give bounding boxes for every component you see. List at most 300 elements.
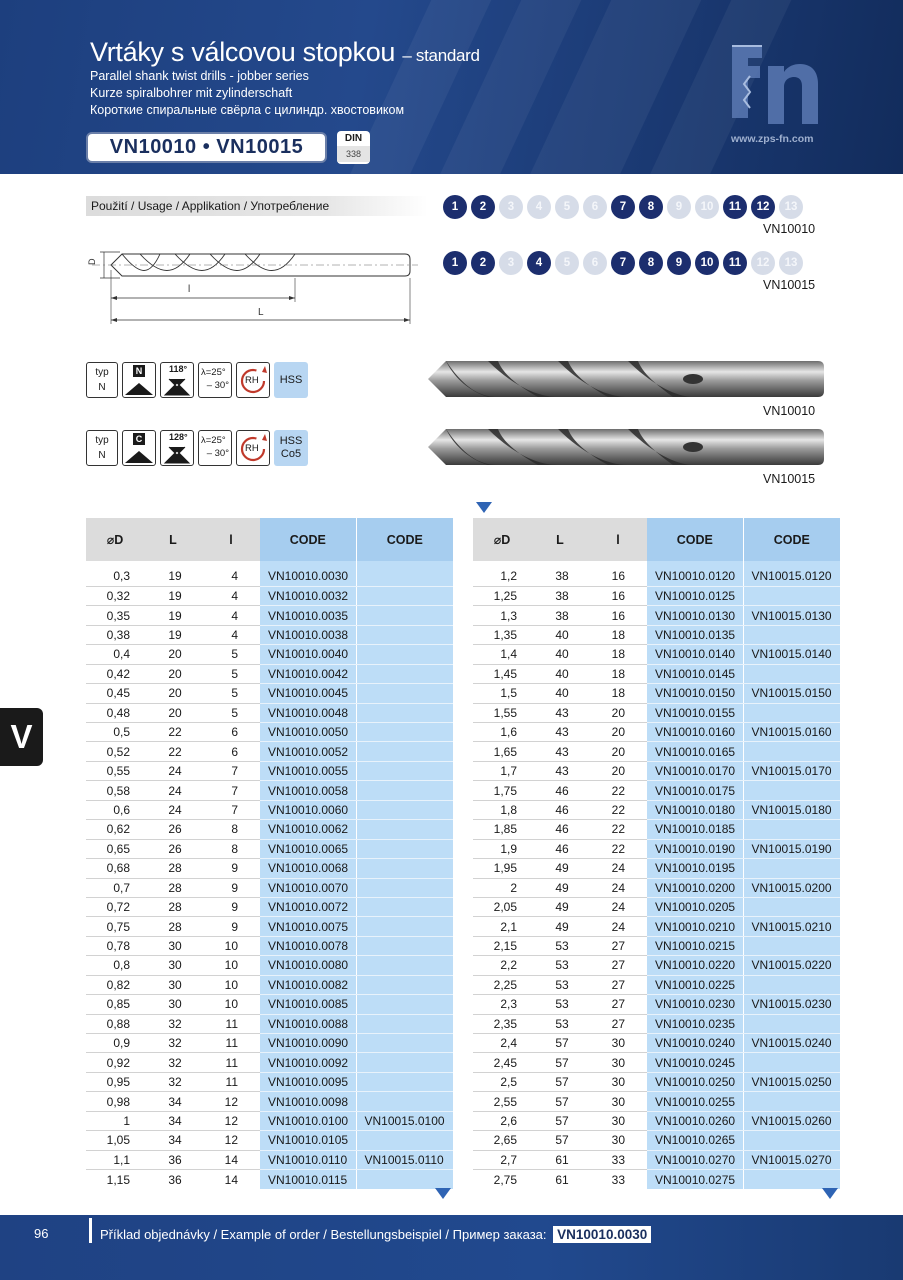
cell-code-vn10015: VN10015.0190 <box>743 839 840 858</box>
table-row <box>473 645 840 664</box>
col-total-length: L <box>144 518 202 561</box>
cell-code-vn10010: VN10010.0190 <box>647 839 743 858</box>
cell-code-vn10010: VN10010.0205 <box>647 897 743 916</box>
cell-code-vn10010: VN10010.0215 <box>647 936 743 955</box>
cell-total-length: 57 <box>531 1053 589 1072</box>
cell-diameter: 0,5 <box>86 723 144 742</box>
cell-diameter: 0,65 <box>86 839 144 858</box>
cell-flute-length: 27 <box>589 995 647 1014</box>
table-row <box>473 1014 840 1033</box>
cell-flute-length: 27 <box>589 975 647 994</box>
cell-code-vn10015 <box>356 995 453 1014</box>
table-row <box>473 839 840 858</box>
cell-diameter: 0,42 <box>86 664 144 683</box>
cell-code-vn10015 <box>356 800 453 819</box>
cell-flute-length: 11 <box>202 1034 260 1053</box>
cell-code-vn10010: VN10010.0080 <box>260 956 356 975</box>
cell-total-length: 38 <box>531 606 589 625</box>
cell-total-length: 26 <box>144 820 202 839</box>
cell-diameter: 2,7 <box>473 1150 531 1169</box>
cell-diameter: 0,62 <box>86 820 144 839</box>
cell-code-vn10015 <box>356 703 453 722</box>
cell-diameter: 1,05 <box>86 1131 144 1150</box>
cell-total-length: 49 <box>531 878 589 897</box>
typ-symbol: typ N <box>86 430 118 466</box>
cell-total-length: 28 <box>144 859 202 878</box>
subtitle-en: Parallel shank twist drills - jobber series <box>90 69 309 83</box>
cell-diameter: 0,88 <box>86 1014 144 1033</box>
cell-diameter: 1,85 <box>473 820 531 839</box>
table-row <box>473 742 840 761</box>
cell-diameter: 1,95 <box>473 859 531 878</box>
table-row <box>86 1092 453 1111</box>
cell-flute-length: 10 <box>202 995 260 1014</box>
table-row <box>86 645 453 664</box>
table-row <box>86 1034 453 1053</box>
cell-diameter: 2,45 <box>473 1053 531 1072</box>
cell-flute-length: 16 <box>589 586 647 605</box>
cell-code-vn10015 <box>356 878 453 897</box>
cell-flute-length: 30 <box>589 1111 647 1130</box>
usage-circle-13: 13 <box>779 251 803 275</box>
cell-total-length: 19 <box>144 567 202 586</box>
cell-code-vn10015: VN10015.0230 <box>743 995 840 1014</box>
table-row <box>473 917 840 936</box>
table-row <box>86 995 453 1014</box>
usage-circle-10: 10 <box>695 195 719 219</box>
cell-total-length: 22 <box>144 723 202 742</box>
cell-total-length: 32 <box>144 1014 202 1033</box>
table-row <box>86 742 453 761</box>
cell-flute-length: 5 <box>202 703 260 722</box>
table-row <box>473 995 840 1014</box>
cell-flute-length: 6 <box>202 742 260 761</box>
cell-code-vn10015: VN10015.0240 <box>743 1034 840 1053</box>
cell-diameter: 0,85 <box>86 995 144 1014</box>
cell-total-length: 43 <box>531 742 589 761</box>
cell-flute-length: 20 <box>589 742 647 761</box>
cell-code-vn10015 <box>356 897 453 916</box>
cell-diameter: 0,68 <box>86 859 144 878</box>
usage-circles-vn10010 <box>443 195 803 219</box>
cell-diameter: 2,55 <box>473 1092 531 1111</box>
cell-diameter: 0,52 <box>86 742 144 761</box>
table-header-row <box>473 518 840 561</box>
cell-total-length: 53 <box>531 936 589 955</box>
usage-circle-7: 7 <box>611 195 635 219</box>
cell-total-length: 19 <box>144 625 202 644</box>
table-row <box>86 625 453 644</box>
cell-flute-length: 14 <box>202 1150 260 1169</box>
table-row <box>86 606 453 625</box>
cell-code-vn10015: VN10015.0270 <box>743 1150 840 1169</box>
cell-code-vn10015 <box>356 723 453 742</box>
table-row <box>473 684 840 703</box>
cell-code-vn10015 <box>356 684 453 703</box>
helix-angle-symbol: λ=25° – 30° <box>198 430 232 466</box>
cell-diameter: 0,6 <box>86 800 144 819</box>
symbol-row-vn10010 <box>86 362 308 398</box>
cell-code-vn10010: VN10010.0195 <box>647 859 743 878</box>
cell-total-length: 40 <box>531 664 589 683</box>
cell-diameter: 0,35 <box>86 606 144 625</box>
table-row <box>473 859 840 878</box>
cell-code-vn10015 <box>356 625 453 644</box>
cell-flute-length: 16 <box>589 567 647 586</box>
cell-code-vn10015 <box>356 761 453 780</box>
usage-circle-1: 1 <box>443 195 467 219</box>
cell-code-vn10010: VN10010.0095 <box>260 1072 356 1091</box>
cell-code-vn10010: VN10010.0180 <box>647 800 743 819</box>
usage-circle-3: 3 <box>499 195 523 219</box>
cell-code-vn10015 <box>356 664 453 683</box>
point-angle-symbol: 128° <box>160 430 194 466</box>
cell-total-length: 34 <box>144 1092 202 1111</box>
cell-total-length: 57 <box>531 1111 589 1130</box>
cell-code-vn10010: VN10010.0255 <box>647 1092 743 1111</box>
cell-total-length: 19 <box>144 586 202 605</box>
cell-flute-length: 22 <box>589 820 647 839</box>
cell-code-vn10015: VN10015.0170 <box>743 761 840 780</box>
cell-flute-length: 6 <box>202 723 260 742</box>
cell-code-vn10010: VN10010.0240 <box>647 1034 743 1053</box>
cell-total-length: 53 <box>531 995 589 1014</box>
cell-diameter: 0,7 <box>86 878 144 897</box>
cell-code-vn10010: VN10010.0135 <box>647 625 743 644</box>
page-title: Vrtáky s válcovou stopkou – standard <box>90 37 480 67</box>
cell-flute-length: 30 <box>589 1053 647 1072</box>
down-triangle-icon <box>476 502 492 513</box>
order-example-code: VN10010.0030 <box>553 1226 651 1243</box>
cell-flute-length: 18 <box>589 625 647 644</box>
cell-code-vn10010: VN10010.0052 <box>260 742 356 761</box>
cell-diameter: 2 <box>473 878 531 897</box>
cell-total-length: 57 <box>531 1092 589 1111</box>
cell-flute-length: 33 <box>589 1150 647 1169</box>
cell-total-length: 34 <box>144 1111 202 1130</box>
din-badge <box>337 131 370 164</box>
cell-flute-length: 12 <box>202 1092 260 1111</box>
cell-flute-length: 27 <box>589 956 647 975</box>
cell-diameter: 0,98 <box>86 1092 144 1111</box>
table-row <box>86 878 453 897</box>
table-row <box>473 761 840 780</box>
cell-total-length: 28 <box>144 878 202 897</box>
cell-code-vn10015 <box>743 586 840 605</box>
table-row <box>86 839 453 858</box>
col-total-length: L <box>531 518 589 561</box>
cell-diameter: 0,38 <box>86 625 144 644</box>
cell-code-vn10010: VN10010.0062 <box>260 820 356 839</box>
usage-circle-11: 11 <box>723 251 747 275</box>
dim-l-label: l <box>188 284 191 295</box>
cell-flute-length: 11 <box>202 1014 260 1033</box>
cell-diameter: 0,92 <box>86 1053 144 1072</box>
table-row <box>86 1150 453 1169</box>
cell-diameter: 0,82 <box>86 975 144 994</box>
cell-code-vn10010: VN10010.0155 <box>647 703 743 722</box>
cell-total-length: 53 <box>531 1014 589 1033</box>
cell-diameter: 2,15 <box>473 936 531 955</box>
cell-total-length: 46 <box>531 800 589 819</box>
cell-code-vn10010: VN10010.0088 <box>260 1014 356 1033</box>
cell-code-vn10015 <box>356 1170 453 1189</box>
cell-flute-length: 20 <box>589 703 647 722</box>
usage-circle-6: 6 <box>583 251 607 275</box>
usage-circle-9: 9 <box>667 195 691 219</box>
col-code-vn10015: CODE <box>356 518 453 561</box>
point-shape-n-symbol: N <box>122 362 156 398</box>
cell-diameter: 1,6 <box>473 723 531 742</box>
cell-code-vn10010: VN10010.0160 <box>647 723 743 742</box>
cell-flute-length: 7 <box>202 761 260 780</box>
cell-code-vn10015: VN10015.0260 <box>743 1111 840 1130</box>
cell-flute-length: 4 <box>202 567 260 586</box>
cell-total-length: 61 <box>531 1150 589 1169</box>
cell-code-vn10010: VN10010.0125 <box>647 586 743 605</box>
table-row <box>473 1034 840 1053</box>
cell-code-vn10015 <box>743 742 840 761</box>
table-row <box>86 1053 453 1072</box>
usage-circle-6: 6 <box>583 195 607 219</box>
cell-code-vn10015 <box>356 1034 453 1053</box>
col-code-vn10015: CODE <box>743 518 840 561</box>
table-row <box>86 820 453 839</box>
cell-code-vn10010: VN10010.0245 <box>647 1053 743 1072</box>
cell-total-length: 46 <box>531 781 589 800</box>
cell-code-vn10010: VN10010.0085 <box>260 995 356 1014</box>
table-row <box>473 1111 840 1130</box>
cell-diameter: 0,55 <box>86 761 144 780</box>
table-row <box>86 684 453 703</box>
table-row <box>86 917 453 936</box>
table-row <box>86 1014 453 1033</box>
cell-flute-length: 24 <box>589 897 647 916</box>
usage-circle-10: 10 <box>695 251 719 275</box>
cell-code-vn10015 <box>356 1131 453 1150</box>
cell-flute-length: 7 <box>202 800 260 819</box>
cell-code-vn10010: VN10010.0050 <box>260 723 356 742</box>
din-number: 338 <box>337 146 370 162</box>
usage-circle-5: 5 <box>555 195 579 219</box>
cell-diameter: 0,3 <box>86 567 144 586</box>
col-diameter: ⌀D <box>86 518 144 561</box>
subtitle-ru: Короткие спиральные свёрла с цилиндр. хвостовиком <box>90 103 405 117</box>
cell-code-vn10010: VN10010.0150 <box>647 684 743 703</box>
col-code-vn10010: CODE <box>647 518 743 561</box>
cell-total-length: 38 <box>531 567 589 586</box>
cell-diameter: 1,55 <box>473 703 531 722</box>
cell-diameter: 0,4 <box>86 645 144 664</box>
point-shape-c-symbol: C <box>122 430 156 466</box>
table-row <box>473 586 840 605</box>
cell-diameter: 1,4 <box>473 645 531 664</box>
cell-code-vn10015 <box>743 975 840 994</box>
drill-photo-vn10010 <box>428 356 824 402</box>
cell-diameter: 1 <box>86 1111 144 1130</box>
cell-code-vn10015 <box>356 936 453 955</box>
cell-code-vn10010: VN10010.0090 <box>260 1034 356 1053</box>
cell-code-vn10015 <box>743 936 840 955</box>
table-row <box>86 1131 453 1150</box>
table-row <box>473 956 840 975</box>
cell-code-vn10015 <box>743 1170 840 1189</box>
cell-code-vn10010: VN10010.0035 <box>260 606 356 625</box>
cell-code-vn10010: VN10010.0070 <box>260 878 356 897</box>
cell-total-length: 53 <box>531 956 589 975</box>
cell-code-vn10015 <box>356 781 453 800</box>
cell-diameter: 2,2 <box>473 956 531 975</box>
page-number: 96 <box>34 1226 49 1241</box>
cell-diameter: 1,15 <box>106 1172 130 1187</box>
cell-total-length: 40 <box>531 684 589 703</box>
cell-flute-length: 10 <box>202 936 260 955</box>
cell-diameter: 2,4 <box>473 1034 531 1053</box>
table-row <box>473 1053 840 1072</box>
cell-code-vn10010: VN10010.0078 <box>260 936 356 955</box>
cell-code-vn10015 <box>356 1072 453 1091</box>
cell-diameter: 1,65 <box>473 742 531 761</box>
cell-total-length: 20 <box>144 645 202 664</box>
cell-flute-length: 11 <box>202 1053 260 1072</box>
cell-total-length: 57 <box>531 1131 589 1150</box>
cell-code-vn10015 <box>356 956 453 975</box>
cell-code-vn10010: VN10010.0260 <box>647 1111 743 1130</box>
table-row <box>473 820 840 839</box>
cell-code-vn10015: VN10015.0120 <box>743 567 840 586</box>
cell-code-vn10010: VN10010.0045 <box>260 684 356 703</box>
photo-label: VN10010 <box>763 404 816 418</box>
material-hss-badge: HSS <box>274 362 308 398</box>
cell-flute-length: 9 <box>202 917 260 936</box>
cell-diameter: 0,48 <box>86 703 144 722</box>
table-row <box>86 800 453 819</box>
point-angle-symbol: 118° <box>160 362 194 398</box>
cell-code-vn10015: VN10015.0180 <box>743 800 840 819</box>
cell-total-length: 24 <box>144 781 202 800</box>
cell-code-vn10010: VN10010.0058 <box>260 781 356 800</box>
photo-label: VN10015 <box>763 472 816 486</box>
table-row <box>86 1072 453 1091</box>
cell-code-vn10015 <box>356 645 453 664</box>
cell-code-vn10010: VN10010.0115 <box>260 1170 356 1189</box>
cell-flute-length: 16 <box>589 606 647 625</box>
cell-code-vn10010: VN10010.0145 <box>647 664 743 683</box>
cell-total-length: 30 <box>144 975 202 994</box>
cell-flute-length: 4 <box>202 586 260 605</box>
table-row <box>473 897 840 916</box>
cell-diameter: 1,1 <box>86 1150 144 1169</box>
cell-code-vn10010: VN10010.0065 <box>260 839 356 858</box>
cell-flute-length: 12 <box>202 1131 260 1150</box>
cell-code-vn10015: VN10015.0150 <box>743 684 840 703</box>
cell-flute-length: 8 <box>202 839 260 858</box>
cell-code-vn10010: VN10010.0200 <box>647 878 743 897</box>
cell-flute-length: 5 <box>202 684 260 703</box>
order-example-label: Příklad objednávky / Example of order / Bestellungsbeispiel / Пример заказа: <box>100 1227 547 1242</box>
table-row <box>86 664 453 683</box>
cell-code-vn10015 <box>743 1131 840 1150</box>
cell-diameter: 1,8 <box>473 800 531 819</box>
usage-circle-8: 8 <box>639 195 663 219</box>
cell-diameter: 2,5 <box>473 1072 531 1091</box>
table-row <box>86 586 453 605</box>
cell-total-length: 61 <box>555 1172 569 1187</box>
cell-total-length: 28 <box>144 917 202 936</box>
fn-logo <box>728 30 824 126</box>
cell-total-length: 20 <box>144 664 202 683</box>
cell-code-vn10015 <box>356 606 453 625</box>
cell-code-vn10015: VN10015.0100 <box>356 1111 453 1130</box>
typ-symbol: typ N <box>86 362 118 398</box>
cell-total-length: 20 <box>144 703 202 722</box>
cell-code-vn10015 <box>743 820 840 839</box>
drill-size-table-right <box>473 518 840 1189</box>
cell-flute-length: 22 <box>589 839 647 858</box>
cell-flute-length: 8 <box>202 820 260 839</box>
cell-diameter: 0,72 <box>86 897 144 916</box>
cell-code-vn10015 <box>356 1053 453 1072</box>
cell-flute-length: 20 <box>589 723 647 742</box>
order-example <box>100 1226 651 1243</box>
cell-total-length: 32 <box>144 1053 202 1072</box>
cell-diameter: 1,35 <box>473 625 531 644</box>
cell-diameter: 2,1 <box>473 917 531 936</box>
cell-diameter: 1,45 <box>473 664 531 683</box>
cell-code-vn10010: VN10010.0030 <box>260 567 356 586</box>
cell-diameter: 2,35 <box>473 1014 531 1033</box>
subtitle-de: Kurze spiralbohrer mit zylinderschaft <box>90 86 293 100</box>
down-triangle-icon <box>435 1188 451 1199</box>
cell-total-length: 22 <box>144 742 202 761</box>
cell-total-length: 20 <box>144 684 202 703</box>
table-row <box>86 723 453 742</box>
cell-flute-length: 9 <box>202 878 260 897</box>
table-row <box>86 956 453 975</box>
cell-code-vn10010: VN10010.0120 <box>647 567 743 586</box>
cell-code-vn10015 <box>356 839 453 858</box>
cell-diameter: 0,32 <box>86 586 144 605</box>
cell-code-vn10010: VN10010.0082 <box>260 975 356 994</box>
usage-circle-7: 7 <box>611 251 635 275</box>
cell-total-length: 40 <box>531 625 589 644</box>
table-row <box>473 1092 840 1111</box>
cell-diameter: 2,65 <box>473 1131 531 1150</box>
cell-diameter: 0,9 <box>86 1034 144 1053</box>
table-row <box>473 723 840 742</box>
din-label: DIN <box>344 133 363 144</box>
usage-label: Použití / Usage / Applikation / Употребление <box>86 196 428 216</box>
helix-angle-symbol: λ=25° – 30° <box>198 362 232 398</box>
table-row <box>86 897 453 916</box>
cell-code-vn10015: VN10015.0250 <box>743 1072 840 1091</box>
cell-diameter: 2,6 <box>473 1111 531 1130</box>
cell-diameter: 0,95 <box>86 1072 144 1091</box>
usage-circle-2: 2 <box>471 251 495 275</box>
cell-code-vn10010: VN10010.0100 <box>260 1111 356 1130</box>
cell-flute-length: 27 <box>589 1014 647 1033</box>
cell-flute-length: 24 <box>589 859 647 878</box>
cell-diameter: 2,25 <box>473 975 531 994</box>
usage-circle-5: 5 <box>555 251 579 275</box>
table-row <box>473 1072 840 1091</box>
usage-circle-2: 2 <box>471 195 495 219</box>
drill-size-table-left <box>86 518 453 1189</box>
cell-code-vn10015: VN10015.0200 <box>743 878 840 897</box>
cell-code-vn10010: VN10010.0032 <box>260 586 356 605</box>
cell-code-vn10010: VN10010.0072 <box>260 897 356 916</box>
cell-diameter: 0,78 <box>86 936 144 955</box>
